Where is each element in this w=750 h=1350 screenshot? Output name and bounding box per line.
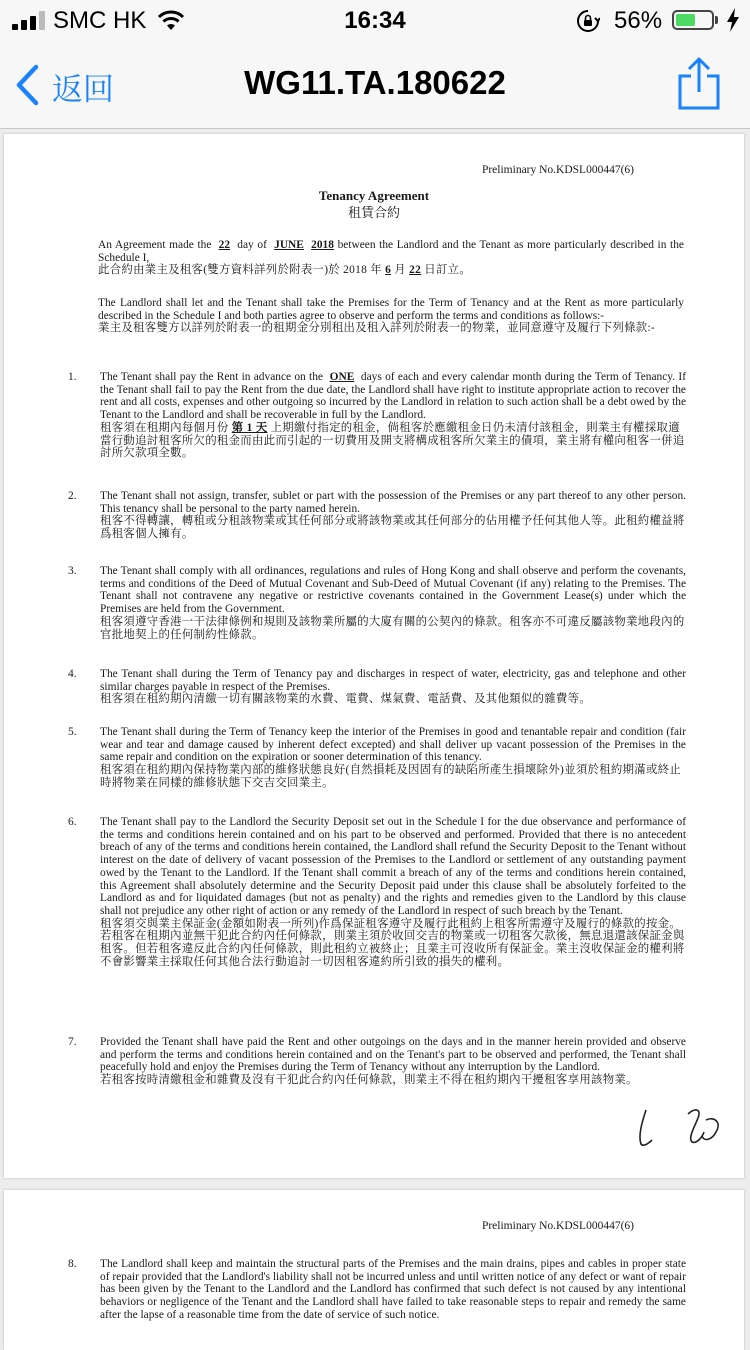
preamble-paragraph	[98, 297, 684, 335]
clause-text	[100, 726, 686, 790]
clause-en: The Landlord shall keep and maintain the structural parts of the Premises and the main drains, pipes and cables in proper state of repair provided that the Landlord's liability shall not be incurred unless and until written notice of any defect or want of repair has been given by the Tenant to the Landlord and the Landlord has confirmed that such defect is not caused by any intentional behaviors or negligence of the Tenant and the Landlord shall have failed to take reasonable steps to repair and remedy the same after the lapse of a reasonable time from the date of service of such notice.	[100, 1258, 686, 1321]
clause-en: The Tenant shall pay to the Landlord the Security Deposit set out in the Schedule I for the due observance and performance of the terms and conditions herein contained and on his part to be observed and performed. Provided that there is no antecedent breach of any of the terms and conditions herein contained, the Landlord shall refund the Security Deposit to the Tenant without interest on the date of delivery of vacant possession of the Premises to the Landlord or settlement of any outstanding payment owed by the Tenant to the Landlord. If the Tenant shall commit a breach of any of the terms and conditions herein contained, this Agreement shall absolutely determine and the Security Deposit paid under this clause shall be absolutely forfeited to the Landlord as and for liquidated damages (but not as penalty) and the rights and remedies given to the Landlord by this clause shall not prejudice any other right of action or any remedy of the Landlord in respect of such breach by the Tenant.	[100, 816, 686, 917]
share-icon[interactable]	[676, 56, 722, 117]
navigation-bar	[0, 40, 750, 129]
clause-zh: 租客須遵守香港一干法律條例和規則及該物業所屬的大廈有關的公契內的條款。租客亦不可違反屬該物業地段內的官批地契上的任何制約性條款。	[100, 615, 685, 641]
clause-number: 5.	[68, 726, 77, 738]
clause-number: 4.	[68, 668, 77, 680]
clock: 16:34	[344, 7, 406, 34]
clause-zh-text: 租客須在租期內每個月份	[100, 421, 229, 434]
battery-percentage: 56%	[614, 7, 663, 34]
clause-zh: 租客須在租約期內清繳一切有關該物業的水費、電費、煤氣費、電話費、及其他類似的雜費等。	[100, 693, 592, 706]
clause-text	[100, 816, 686, 968]
intro-year: 2018	[311, 239, 334, 251]
document-title: WG11.TA.180622	[244, 64, 506, 101]
agreement-title-en: Tenancy Agreement	[318, 188, 430, 203]
clause-number: 2.	[68, 490, 77, 502]
clause-en: The Tenant shall comply with all ordinances, regulations and rules of Hong Kong and shall observe and perform the covenants, terms and conditions of the Deed of Mutual Covenant and Sub-Deed of Mutual Covenant (if any) relating to the Premises. The Tenant shall not contravene any negative or restrictive covenants contained in the Government Lease(s) under which the Premises are held from the Government.	[100, 565, 686, 616]
preliminary-number: Preliminary No.KDSL000447(6)	[481, 1220, 634, 1232]
intro-paragraph	[98, 239, 684, 277]
clause-zh: 租客須交與業主保証金(金額如附表一所列)作爲保証租客遵守及履行此租約上租客所需遵守及履行的條款的按金。若租客在租期內並無干犯此合約內任何條款，則業主須於收回交吉的物業或一切租客欠款後，無息退還該保証金與租客。但若租客違反此合約內任何條款，則此租約立被終止；且業主可沒收所有保証金。業主沒收保証金的權利將不會影響業主採取任何其他合法行動追討一切因租客違約所引致的損失的權利。	[100, 917, 685, 968]
battery-tip	[715, 16, 718, 24]
carrier-name: SMC HK	[53, 7, 147, 34]
clause-text	[100, 371, 686, 460]
preliminary-number: Preliminary No.KDSL000447(6)	[481, 164, 634, 176]
intro-zh-text: 此合約由業主及租客(雙方資料詳列於附表一)於 2018 年	[98, 264, 382, 277]
clause-zh: 租客須在租約期內保持物業內部的維修狀態良好(自然損耗及因固有的缺陷所產生損壞除外)並須於租約期滿或終止時將物業在同樣的維修狀態下交吉交回業主。	[100, 764, 682, 789]
clause-number: 1.	[68, 371, 77, 383]
clause-text	[100, 490, 686, 541]
intro-zh-text: 月	[394, 264, 406, 277]
preamble-zh: 業主及租客雙方以詳列於附表一的租期金分別租出及租入詳列於附表一的物業，並同意遵守及履行下列條款:-	[98, 322, 656, 335]
intro-zh	[98, 264, 684, 277]
clause-en: days of each and every calendar month during the Term of Tenancy. If the Tenant shall fail to pay the Rent from the due date, the Landlord shall have right to institute appropriate action to recover the rent and all costs, expenses and other outgoing so incurred by the Landlord in relation to such action shall be a debt owed by the Tenant to the Landlord and shall be recoverable in full by the Landlord.	[100, 371, 686, 422]
rent-day-zh: 第 1 天	[231, 421, 268, 434]
battery-level-fill	[676, 14, 695, 26]
intro-day: 22	[218, 239, 231, 251]
charging-bolt-icon	[726, 8, 740, 39]
clause-text	[100, 668, 686, 706]
clause-zh-text: 上期繳付指定的租金，倘租客於應繳租金日仍未清付該租金，則業主有權採取適當行動追討租客所欠的租金而由此而引起的一切費用及開支將構成租客所欠業主的債項，業主將有權向租客一併追討所欠款項全數。	[100, 421, 685, 460]
clause-number: 7.	[68, 1036, 77, 1048]
intro-zh-day: 22	[409, 264, 422, 277]
clause-en: The Tenant shall during the Term of Tenancy pay and discharges in respect of water, electricity, gas and telephone and other similar charges payable in respect of the Premises.	[100, 668, 686, 693]
clause-zh	[100, 422, 686, 460]
intro-zh-month: 6	[385, 264, 392, 277]
rent-day: ONE	[329, 371, 355, 383]
clause-zh: 若租客按時清繳租金和雜費及沒有干犯此合約內任何條款，則業主不得在租約期內干擾租客享用該物業。	[100, 1074, 638, 1087]
clause-en: The Tenant shall pay the Rent in advance on the	[100, 371, 323, 383]
intro-month: JUNE	[274, 239, 304, 251]
clause-number: 3.	[68, 565, 77, 577]
clause-text	[100, 565, 686, 641]
clause-en: Provided the Tenant shall have paid the Rent and other outgoings on the days and in the manner herein provided and observe and perform the terms and conditions herein contained and on the Tenant's part to be observed and performed, the Tenant shall peacefully hold and enjoy the Premises during the Term of Tenancy without any interruption by the Landlord.	[100, 1036, 686, 1074]
back-label: 返回	[52, 72, 114, 107]
document-page-2[interactable]	[4, 1190, 744, 1350]
clause-zh: 租客不得轉讓，轉租或分租該物業或其任何部分或將該物業或其任何部分的佔用權予任何其他人等。此租約權益將爲租客個人擁有。	[100, 515, 685, 541]
status-bar	[0, 0, 750, 40]
clause-text	[100, 1036, 686, 1087]
intro-text: day of	[237, 239, 267, 251]
intro-text: between the Landlord and the Tenant as more particularly described in the Schedule I,	[98, 239, 684, 264]
agreement-title-zh: 租賃合約	[347, 205, 400, 220]
handwritten-initials	[632, 1102, 732, 1152]
intro-text: An Agreement made the	[98, 239, 212, 251]
document-page-1[interactable]	[4, 134, 744, 1178]
intro-zh-text: 日訂立。	[424, 264, 472, 277]
battery-icon	[672, 10, 714, 30]
clause-en: The Tenant shall during the Term of Tenancy keep the interior of the Premises in good and tenantable repair and condition (fair wear and tear and damage caused by inherent defect excepted) and shall deliver up vacant possession of the Premises in the same repair and condition on the expiration or sooner determination of this tenancy.	[100, 726, 686, 764]
clause-number: 6.	[68, 816, 77, 828]
clause-number: 8.	[68, 1258, 77, 1270]
orientation-lock-icon	[576, 9, 600, 40]
preamble-en: The Landlord shall let and the Tenant shall take the Premises for the Term of Tenancy and at the Rent as more particularly described in the Schedule I and both parties agree to observe and perform the terms and conditions as follows:-	[98, 297, 684, 322]
clause-en: The Tenant shall not assign, transfer, sublet or part with the possession of the Premises or any part thereof to any other person. This tenancy shall be personal to the party named herein.	[100, 490, 686, 515]
